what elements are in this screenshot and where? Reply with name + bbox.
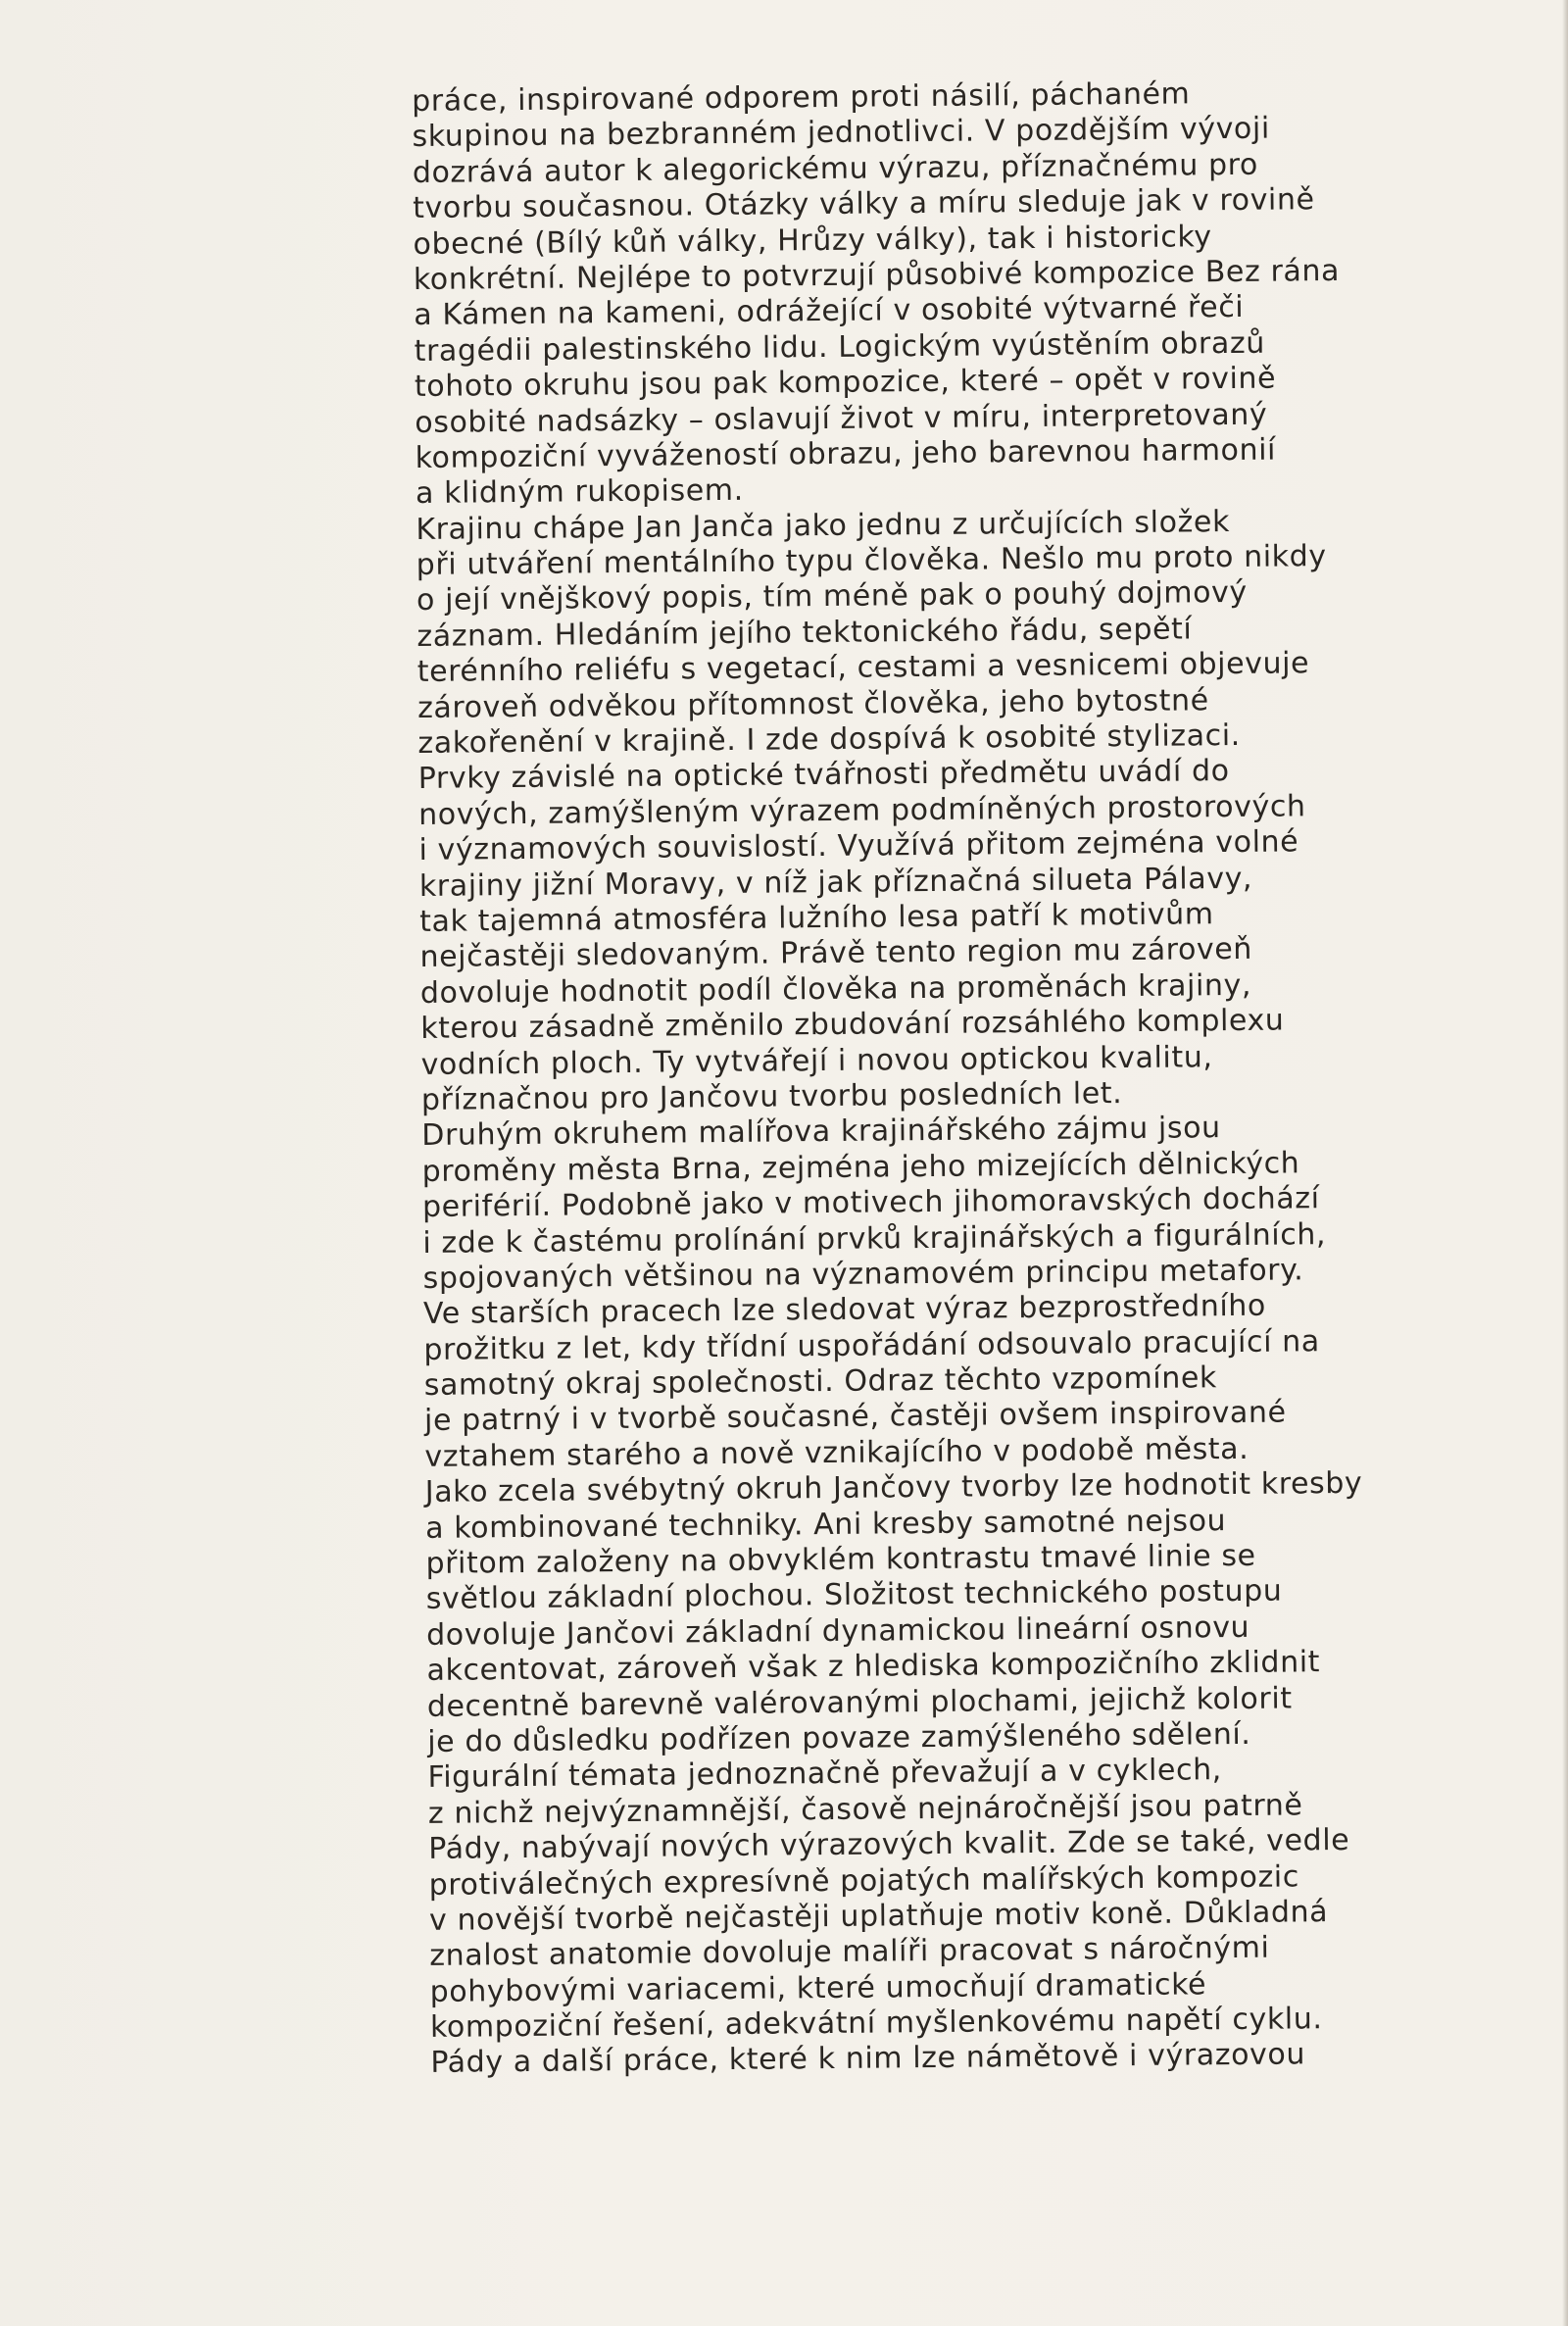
text-line: tvorbu současnou. Otázky války a míru sleduje jak v rovině: [413, 182, 1315, 226]
text-line: z nichž nejvýznamnější, časově nejnáročnější jsou patrně: [427, 1788, 1303, 1831]
text-line: je patrný i v tvorbě současné, častěji ovšem inspirované: [423, 1395, 1287, 1439]
text-line: akcentovat, zároveň však z hlediska kompozičního zklidnit: [426, 1645, 1321, 1689]
text-line: kterou zásadně změnilo zbudování rozsáhlého komplexu: [420, 1003, 1285, 1047]
text-line: a kombinované techniky. Ani kresby samotné nejsou: [424, 1503, 1227, 1546]
text-line: dovoluje Jančovi základní dynamickou lineární osnovu: [426, 1609, 1250, 1653]
text-line: i zde k častému prolínání prvků krajinářských a figurálních,: [422, 1216, 1327, 1261]
text-line: proměny města Brna, zejména jeho mizejících dělnických: [421, 1146, 1300, 1189]
text-line: a Kámen na kameni, odrážející v osobité výtvarné řeči: [414, 290, 1245, 333]
text-line: nových, zamýšleným výrazem podmíněných prostorových: [417, 789, 1306, 832]
text-line: o její vnějškový popis, tím méně pak o pouhý dojmový: [416, 575, 1248, 619]
text-line: decentně barevně valérovanými plochami, jejichž kolorit: [426, 1681, 1293, 1724]
text-line: tohoto okruhu jsou pak kompozice, které – opět v rovině: [414, 361, 1277, 405]
text-line: osobité nadsázky – oslavují život v míru, interpretovaný: [415, 397, 1268, 440]
text-line: kompoziční vyvážeností obrazu, jeho barevnou harmonií: [415, 432, 1277, 475]
page-edge-shadow: [1562, 0, 1568, 2326]
text-line: zakořenění v krajině. I zde dospívá k osobité stylizaci.: [417, 718, 1242, 761]
text-line: Pády, nabývají nových výrazových kvalit. Zde se také, vedle: [428, 1823, 1350, 1867]
text-line: kompoziční řešení, adekvátní myšlenkovému napětí cyklu.: [429, 2002, 1323, 2046]
text-line: zároveň odvěkou přítomnost člověka, jeho bytostné: [416, 682, 1209, 725]
text-line: i významových souvislostí. Využívá přitom zejména volné: [418, 824, 1299, 868]
body-text: [412, 74, 1490, 2082]
text-line: Druhým okruhem malířova krajinářského zájmu jsou: [421, 1111, 1221, 1154]
text-line: nejčastěji sledovaným. Právě tento region mu zároveň: [419, 932, 1253, 975]
text-line: přitom založeny na obvyklém kontrastu tmavé linie se: [425, 1538, 1256, 1581]
text-line: Jako zcela svébytný okruh Jančovy tvorby lze hodnotit kresby: [424, 1465, 1363, 1510]
text-line: samotný okraj společnosti. Odraz těchto vzpomínek: [423, 1361, 1218, 1404]
text-line: je do důsledku podřízen povaze zamýšleného sdělení.: [427, 1716, 1251, 1759]
text-line: vodních ploch. Ty vytvářejí i novou optickou kvalitu,: [420, 1039, 1213, 1082]
text-line: v novější tvorbě nejčastěji uplatňuje motiv koně. Důkladná: [428, 1895, 1329, 1938]
text-line: tak tajemná atmosféra lužního lesa patří k motivům: [419, 897, 1214, 939]
text-line: a klidným rukopisem.: [415, 473, 744, 512]
text-line: při utváření mentálního typu člověka. Nešlo mu proto nikdy: [416, 539, 1327, 583]
text-line: dovoluje hodnotit podíl člověka na proměnách krajiny,: [419, 967, 1252, 1011]
text-line: záznam. Hledáním jejího tektonického řádu, sepětí: [416, 612, 1193, 654]
text-line: prožitku z let, kdy třídní uspořádání odsouvalo pracující na: [423, 1323, 1320, 1367]
text-line: světlou základní plochou. Složitost technického postupu: [425, 1573, 1283, 1617]
text-line: konkrétní. Nejlépe to potvrzují působivé kompozice Bez rána: [413, 253, 1341, 297]
text-line: terénního reliéfu s vegetací, cestami a vesnicemi objevuje: [416, 646, 1310, 690]
text-line: Pády a další práce, které k nim lze námětově i výrazovou: [430, 2037, 1306, 2081]
text-line: obecné (Bílý kůň války, Hrůzy války), tak i historicky: [413, 219, 1212, 262]
text-line: pohybovými variacemi, které umocňují dramatické: [429, 1967, 1207, 2009]
text-line: příznačnou pro Jančovu tvorbu posledních let.: [420, 1076, 1123, 1117]
text-line: Prvky závislé na optické tvářnosti předmětu uvádí do: [417, 754, 1230, 797]
text-line: dozrává autor k alegorickému výrazu, příznačnému pro: [412, 147, 1259, 190]
text-line: Krajinu chápe Jan Janča jako jednu z určujících složek: [416, 504, 1231, 547]
text-line: protiválečných expresívně pojatých malířských kompozic: [428, 1858, 1300, 1903]
text-line: znalost anatomie dovoluje malíři pracovat s náročnými: [429, 1930, 1270, 1974]
text-line: práce, inspirované odporem proti násilí, páchaném: [412, 76, 1191, 119]
text-line: Figurální témata jednoznačně převažují a v cyklech,: [427, 1753, 1223, 1796]
text-line: skupinou na bezbranném jednotlivci. V pozdějším vývoji: [412, 111, 1270, 155]
text-line: vztahem starého a nově vznikajícího v podobě města.: [424, 1431, 1250, 1474]
text-line: spojovaných většinou na významovém principu metafory.: [422, 1253, 1304, 1296]
text-line: periférií. Podobně jako v motivech jihomoravských dochází: [421, 1181, 1320, 1225]
text-line: Ve starších pracech lze sledovat výraz bezprostředního: [422, 1288, 1267, 1332]
text-line: krajiny jižní Moravy, v níž jak příznačná silueta Pálavy,: [418, 861, 1253, 904]
text-line: tragédii palestinského lidu. Logickým vyústěním obrazů: [414, 325, 1266, 369]
